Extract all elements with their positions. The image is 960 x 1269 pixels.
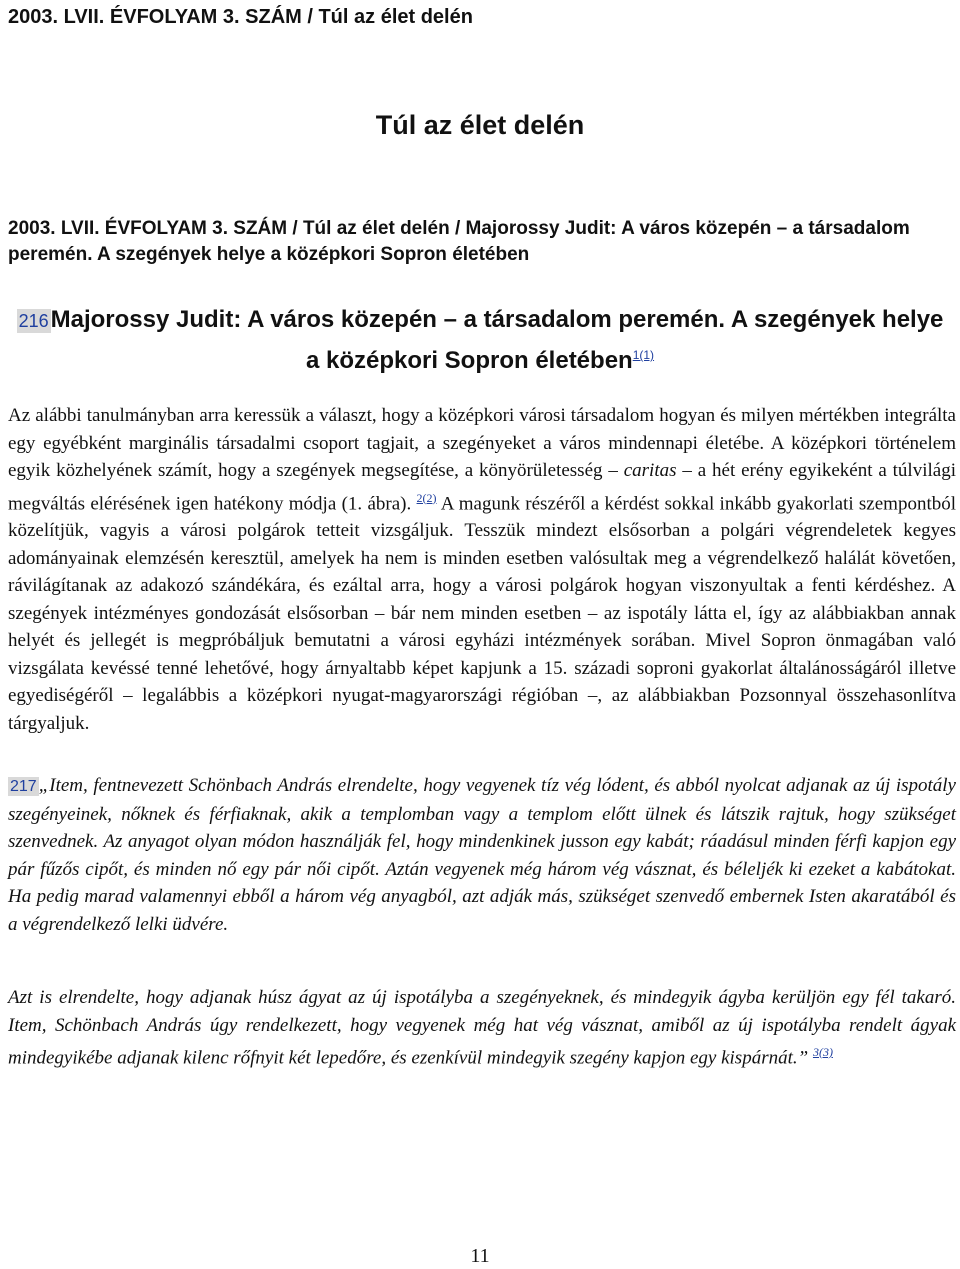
section-title: Túl az élet delén xyxy=(375,110,585,140)
article-title xyxy=(8,303,952,378)
paragraph-intro xyxy=(8,402,956,737)
footnote-link-3[interactable]: 3(3) xyxy=(812,1045,833,1059)
page-marker-216: 216 xyxy=(18,311,49,331)
caritas-term: caritas xyxy=(623,460,677,481)
paragraph-quote-1 xyxy=(8,772,956,938)
paragraph-quote-1-text: „Item, fentnevezett Schönbach András elrendelte, hogy vegyenek tíz vég lódent, és abból nyolcat adjanak az új ispotály szegényeinek, nőknek és férfiaknak, akik a templomban vagy a templom előtt ülnek és látszik rajtuk, hogy szükséget szenvednek. Az anyagot olyan módon használják fel, hogy mindenkinek jusson egy kabát; ráadásul minden férfi kapjon egy pár fűzős cipőt, és minden nő egy pár női cipőt. Aztán vegyenek még három vég vásznat, és béleljék ki ezeket a kabátokat. Ha pedig marad valamennyi ebből a három vég anyagból, azt adják más, szükséget szenvedő embernek Isten akaratából és a végrendelkező lelki üdvére. xyxy=(8,775,956,935)
paragraph-intro-text-a: Az alábbi tanulmányban arra keressük a választ, hogy a középkori városi társadalom hogyan és milyen mértékben integrálta egy egyébként marginális társadalmi csoport tagjait, a szegényeket a város mindennapi életébe. A középkori történelem egyik közhelyének számít, hogy a szegények megsegítése, a könyörületesség – xyxy=(8,405,956,481)
page-number: 11 xyxy=(470,1245,490,1267)
footnote-link-2[interactable]: 2(2) xyxy=(416,490,437,505)
document-header: 2003. LVII. ÉVFOLYAM 3. SZÁM / Túl az élet delén xyxy=(8,6,473,28)
footnote-link-1[interactable]: 1(1) xyxy=(632,348,655,362)
paragraph-quote-2 xyxy=(8,984,956,1072)
paragraph-quote-2-text: Azt is elrendelte, hogy adjanak húsz ágyat az új ispotályba a szegényeknek, és mindegyik ágyba kerüljön egy fél takaró. Item, Schönbach András úgy rendelkezett, hogy vegyenek még hat vég vásznat, amiből az új ispotályba rendelt ágyak mindegyikébe adjanak kilenc rőfnyit két lepedőre, és ezenkívül mindegyik szegény kapjon egy kispárnát.” xyxy=(8,987,956,1069)
paragraph-intro-text-b: – a hét erény egyikeként a túlvilági megváltás elérésének igen hatékony módja (1. ábra). xyxy=(8,460,956,514)
page-marker-217: 217 xyxy=(10,778,37,795)
article-title-text: Majorossy Judit: A város közepén – a társadalom peremén. A szegények helye a középkori Sopron életében xyxy=(50,306,944,374)
paragraph-intro-text-c: A magunk részéről a kérdést sokkal inkább gyakorlati szempontból közelítjük, vagyis a városi polgárok tetteit vizsgáljuk. Tesszük mindezt elsősorban a polgári végrendeletek kegyes adományainak elemzésén keresztül, amelyek ha nem is minden esetben valósultak meg a végrendelkező halálát követően, rávilágítanak az adakozó szándékára, és ezáltal arra, hogy a városi polgárok hogyan viszonyultak a fenti kérdéshez. A szegények intézményes gondozását elsősorban – bár nem minden esetben – az ispotály látta el, így az alábbiakban annak helyét és jellegét is megpróbáljuk bemutatni a városi egyházi intézmények sorában. Mivel Sopron önmagában való vizsgálata kevéssé tenné lehetővé, hogy árnyaltabb képet kapjunk a 15. századi soproni gyakorlat általánosságáról illetve egyediségéről – legalábbis a középkori nyugat-magyarországi régióban –, az alábbiakban Pozsonnyal összehasonlítva tárgyaljuk. xyxy=(8,492,957,734)
breadcrumb: 2003. LVII. ÉVFOLYAM 3. SZÁM / Túl az élet delén / Majorossy Judit: A város közepén – a társadalom peremén. A szegények helye a középkori Sopron életében xyxy=(8,218,910,265)
